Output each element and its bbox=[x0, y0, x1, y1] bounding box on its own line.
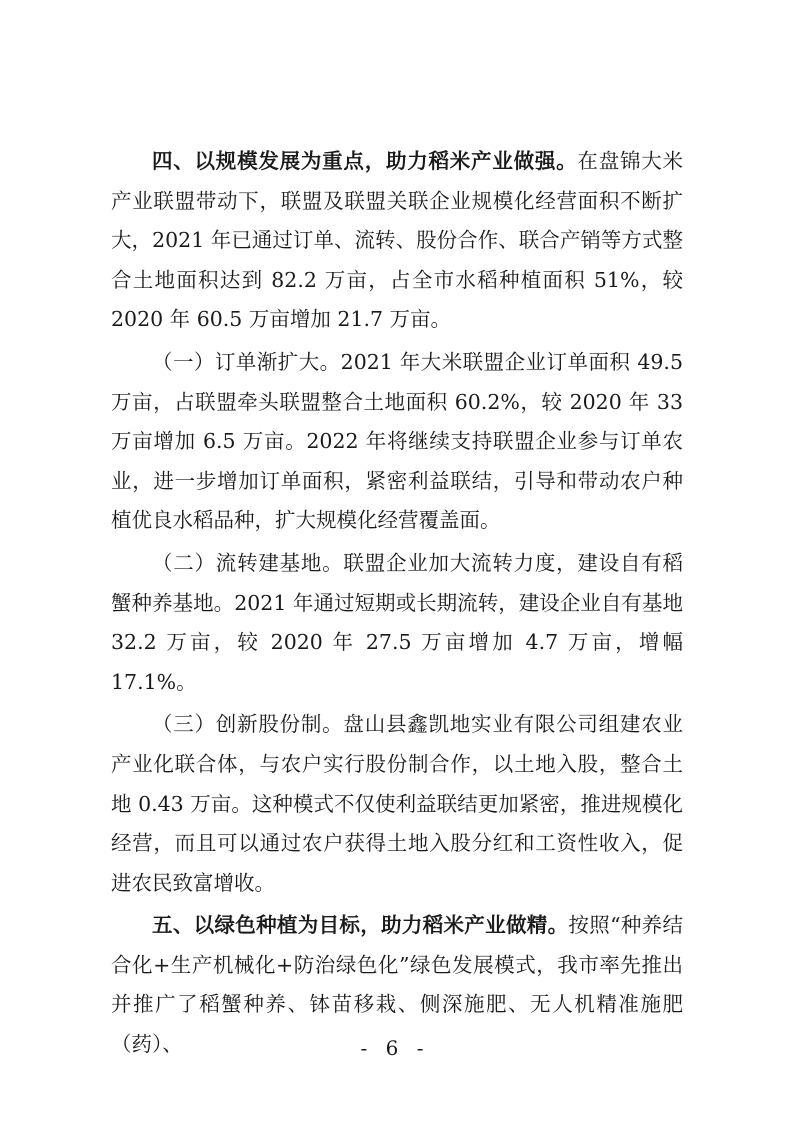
subsection-three-paragraph bbox=[111, 705, 683, 903]
section-four-heading: 四、以规模发展为重点，助力稻米产业做强。 bbox=[152, 149, 578, 173]
page-number: - 6 - bbox=[360, 1036, 430, 1060]
section-four-paragraph bbox=[111, 142, 683, 340]
subsection-one-paragraph bbox=[111, 343, 683, 541]
subsection-two-paragraph bbox=[111, 544, 683, 702]
paragraph-text: （二）流转建基地。联盟企业加大流转力度，建设自有稻蟹种养基地。2021 年通过短期或长期流转，建设企业自有基地 32.2 万亩，较 2020 年 27.5 万亩增加 4.7 万亩，增幅 17.1%。 bbox=[111, 550, 683, 694]
paragraph-text: （一）订单渐扩大。2021 年大米联盟企业订单面积 49.5 万亩，占联盟牵头联盟整合土地面积 60.2%，较 2020 年 33 万亩增加 6.5 万亩。2022 年将继续支持联盟企业参与订单农业，进一步增加订单面积，紧密利益联结，引导和带动农户种植优良水稻品种，扩大规模化经营覆盖面。 bbox=[111, 349, 683, 533]
document-body bbox=[111, 142, 683, 1068]
paragraph-text: 按照“种养结合化+生产机械化+防治绿色化”绿色发展模式，我市率先推出并推广了稻蟹种养、钵苗移栽、侧深施肥、无人机精准施肥（药）、 bbox=[111, 913, 684, 1057]
paragraph-text: （三）创新股份制。盘山县鑫凯地实业有限公司组建农业产业化联合体，与农户实行股份制合作，以土地入股，整合土地 0.43 万亩。这种模式不仅使利益联结更加紧密，推进规模化经营，而且可以通过农户获得土地入股分红和工资性收入，促进农民致富增收。 bbox=[111, 712, 683, 895]
section-five-heading: 五、以绿色种植为目标，助力稻米产业做精。 bbox=[152, 913, 569, 938]
paragraph-text: 在盘锦大米产业联盟带动下，联盟及联盟关联企业规模化经营面积不断扩大，2021 年已通过订单、流转、股份合作、联合产销等方式整合土地面积达到 82.2 万亩，占全市水稻种植面积 51%，较 2020 年 60.5 万亩增加 21.7 万亩。 bbox=[111, 149, 684, 332]
